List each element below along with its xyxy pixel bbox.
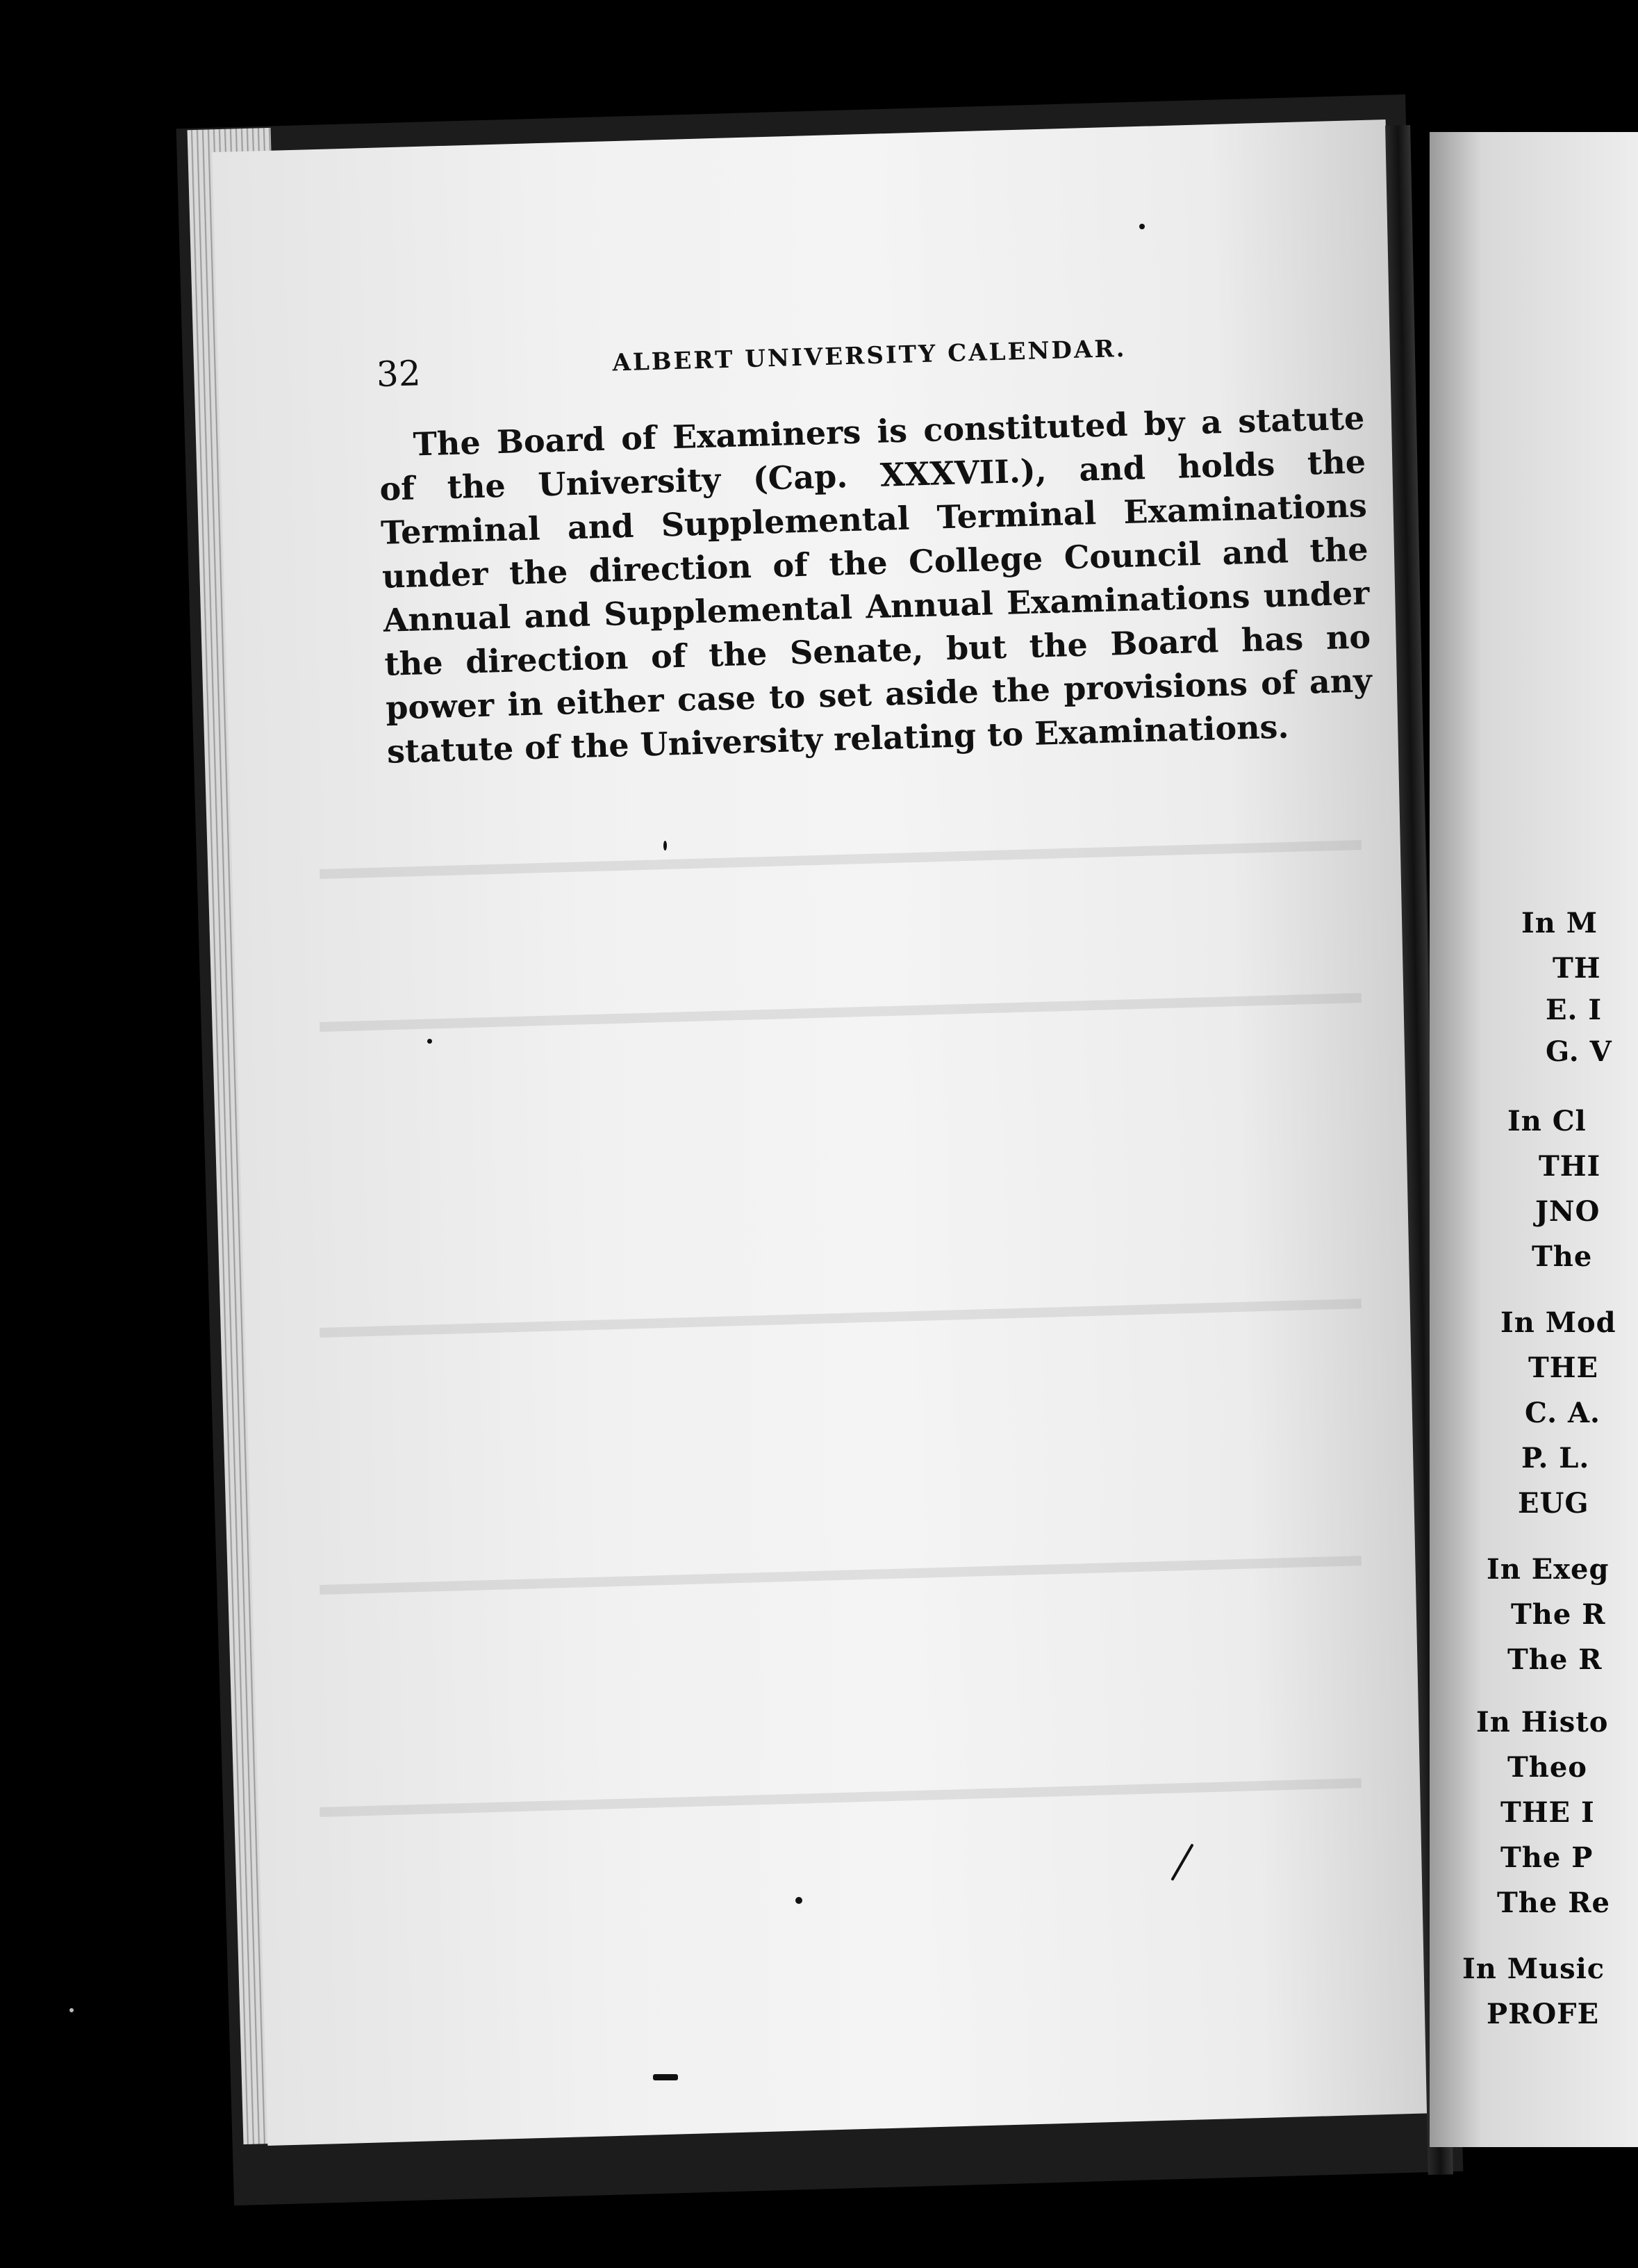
facing-line: P. L.	[1521, 1442, 1590, 1474]
facing-line: THE	[1528, 1351, 1599, 1384]
dust-speck	[1139, 224, 1145, 229]
dust-speck	[653, 2074, 678, 2080]
facing-line: In Exeg	[1487, 1553, 1610, 1586]
facing-line: In Music	[1462, 1953, 1605, 1985]
facing-line: In Histo	[1476, 1706, 1609, 1739]
facing-line: PROFE	[1487, 1998, 1600, 2030]
facing-line: In Mod	[1500, 1306, 1616, 1339]
facing-line: G. V	[1546, 1035, 1612, 1068]
facing-line: JNO	[1535, 1195, 1600, 1228]
facing-line: In M	[1521, 907, 1598, 939]
facing-line: C. A.	[1525, 1397, 1600, 1429]
body-paragraph: The Board of Examiners is constituted by a statute of the University (Cap. XXXVII.), and holds the Terminal and Supplemental Terminal Examinations under the direction of the College Council and the Annual and Supplemental Annual Examinations under the direction of the Senate, but the Board has no power in either case to set aside the provisions of any statute of the University relating to Examinations.	[379, 399, 1373, 771]
facing-line: The	[1532, 1240, 1593, 1273]
facing-line: THI	[1539, 1150, 1601, 1183]
dust-speck	[795, 1897, 802, 1904]
dust-speck	[427, 1039, 432, 1044]
facing-line: The R	[1511, 1598, 1606, 1631]
page-number: 32	[376, 353, 422, 395]
facing-line: EUG	[1518, 1487, 1589, 1520]
running-head-title: ALBERT UNIVERSITY CALENDAR.	[612, 334, 1127, 377]
facing-line: E. I	[1546, 994, 1603, 1026]
facing-line: TH	[1553, 952, 1601, 985]
facing-line: The P	[1500, 1841, 1594, 1874]
dust-speck	[69, 2008, 74, 2012]
facing-line: Theo	[1507, 1751, 1587, 1784]
dust-speck	[663, 841, 667, 850]
facing-line: The Re	[1497, 1887, 1610, 1919]
left-page-text	[375, 299, 1375, 805]
facing-line: The R	[1507, 1643, 1603, 1676]
facing-line: In Cl	[1507, 1105, 1587, 1137]
facing-line: THE I	[1500, 1796, 1595, 1829]
